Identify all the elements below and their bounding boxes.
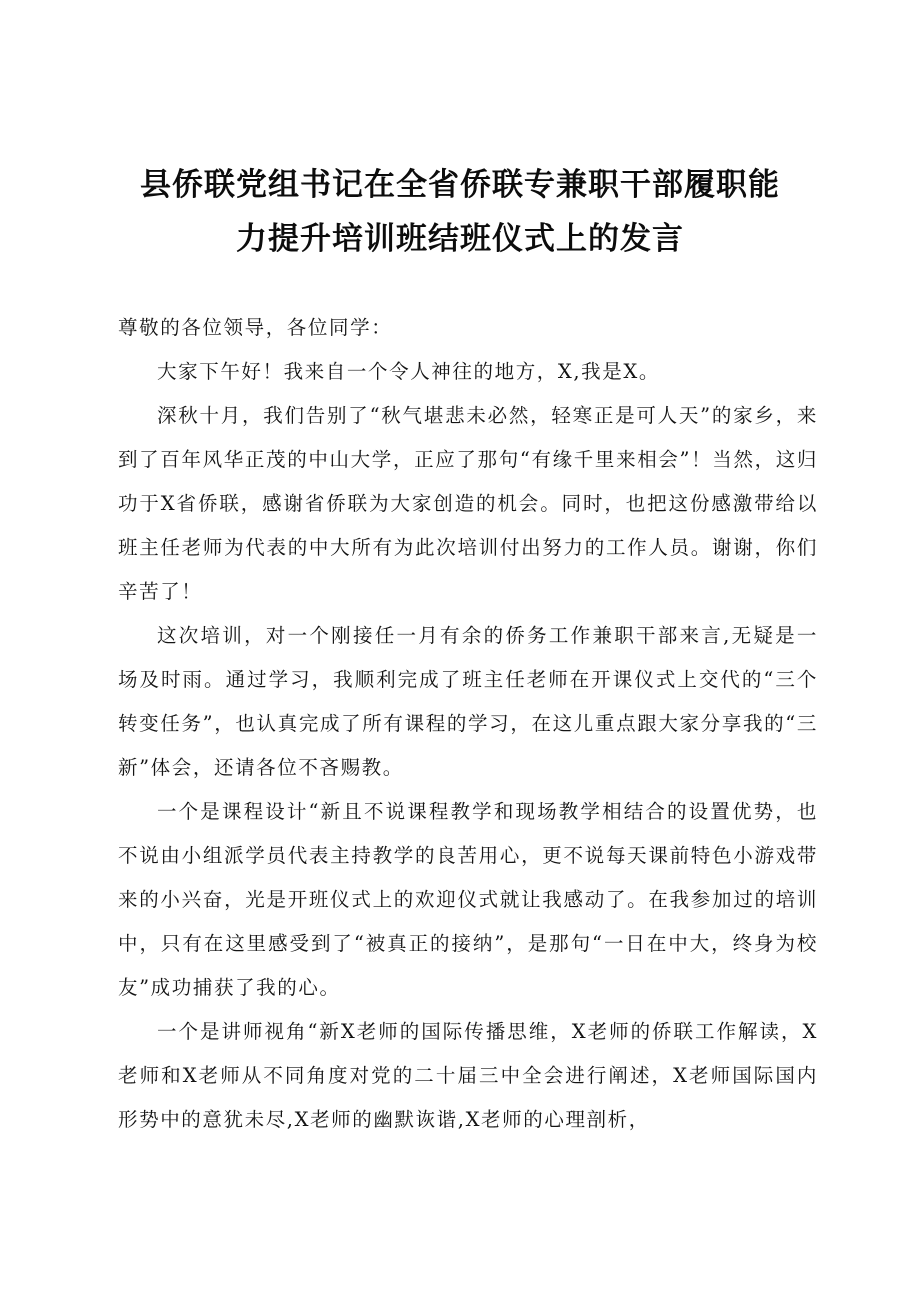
paragraph-training: 这次培训，对一个刚接任一月有余的侨务工作兼职干部来言,无疑是一场及时雨。通过学习，我顺利完成了班主任老师在开课仪式上交代的“三个转变任务”，也认真完成了所有课程的学习，在这儿重点跟大家分享我的“三新”体会，还请各位不吝赐教。 (118, 624, 818, 779)
paragraph-lecturer-view: 一个是讲师视角“新X老师的国际传播思维，X老师的侨联工作解读，X老师和X老师从不同角度对党的二十届三中全会进行阐述，X老师国际国内形势中的意犹未尽,X老师的幽默诙谐,X老师的心理剖析， (118, 1020, 818, 1131)
paragraph-autumn: 深秋十月，我们告别了“秋气堪悲未必然，轻寒正是可人天”的家乡，来到了百年风华正茂的中山大学，正应了那句“有缘千里来相会”！当然，这归功于X省侨联，感谢省侨联为大家创造的机会。同时，也把这份感激带给以班主任老师为代表的中大所有为此次培训付出努力的工作人员。谢谢，你们辛苦了！ (118, 404, 818, 603)
title-line-2: 力提升培训班结班仪式上的发言 (236, 221, 684, 257)
salutation: 尊敬的各位领导，各位同学： (118, 316, 393, 339)
document-title (100, 158, 820, 266)
paragraph-opening: 大家下午好！我来自一个令人神往的地方，X,我是X。 (157, 360, 660, 383)
paragraph-course-design: 一个是课程设计“新且不说课程教学和现场教学相结合的设置优势，也不说由小组派学员代表主持教学的良苦用心，更不说每天课前特色小游戏带来的小兴奋，光是开班仪式上的欢迎仪式就让我感动了。在我参加过的培训中，只有在这里感受到了“被真正的接纳”，是那句“一日在中大，终身为校友”成功捕获了我的心。 (118, 800, 818, 999)
document-body (118, 306, 818, 1142)
title-line-1: 县侨联党组书记在全省侨联专兼职干部履职能 (140, 167, 780, 203)
